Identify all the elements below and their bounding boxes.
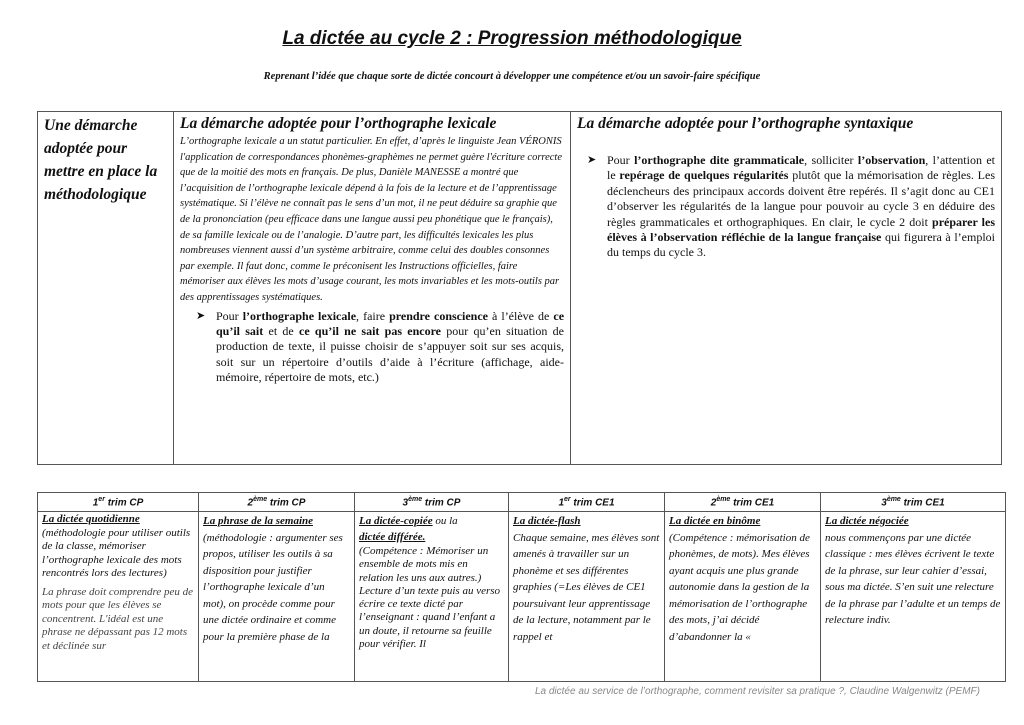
cell-title: La dictée-flash [513,515,581,527]
arrow-bullet-icon: ➤ [587,154,597,166]
progression-body-row [38,512,1006,682]
cell-body: nous commençons par une dictée classique : mes élèves écrivent le texte de la phrase, sur leur cahier d’essai, sous ma dictée. S’en suit une relecture de la phrase par l’adulte et un temps de relecture indiv. [825,531,1001,626]
col-header-cp3: 3ème trim CP [355,493,509,512]
cell-title: La dictée en binôme [669,515,761,527]
cell-body: (méthodologie : argumenter ses propos, utiliser les outils à sa disposition pour justifier l’orthographe lexicale d’un mot), on procède comme pour une dictée ordinaire et comme pour la première phase de la [203,531,343,643]
cell-ce1-1 [509,512,665,682]
syntax-heading: La démarche adoptée pour l’orthographe syntaxique [577,115,914,132]
arrow-bullet-icon: ➤ [196,309,206,322]
cell-title-extra: ou la [432,515,458,527]
progression-header-row [38,493,1006,512]
cell-ce1-3 [821,512,1006,682]
cell-body: Chaque semaine, mes élèves sont amenés à travailler sur un phonème et ses différentes graphies (=Les élèves de CE1 poursuivant leur apprentissage de la lecture, notamment par le rappel et [513,531,660,643]
cell-ce1-2 [665,512,821,682]
col-header-ce1-2: 2ème trim CE1 [665,493,821,512]
cell-body: (Compétence : Mémoriser un ensemble de mots mis en relation les uns aux autres.) Lecture d’un texte puis au verso écrire ce texte dicté par l’enseignant : quand l’enfant a un doute, il retourne sa feuille pour vérifier. Il [359,545,501,651]
col-header-cp1: 1er trim CP [38,493,199,512]
cell-body: (Compétence : mémorisation de phonèmes, de mots). Mes élèves ayant acquis une plus grande autonomie dans la gestion de la mémorisation de l’orthographe des mots, j’ai décidé d’abandonner la « [669,531,810,643]
method-heading: Une démarche adoptée pour mettre en place la méthodologique [44,117,158,203]
cell-title: La phrase de la semaine [203,515,313,527]
page-title: La dictée au cycle 2 : Progression méthodologique [282,28,742,49]
cell-title-2: dictée différée. [359,531,426,543]
lexical-bullet-text: Pour l’orthographe lexicale, faire prendre conscience à l’élève de ce qu’il sait et de ce qu’il ne sait pas encore pour qu’en situation de production de texte, il puisse choisir de s’appuyer soit sur ses acquis, soit sur un répertoire d’outils d’aide à l’écriture (affichage, aide-mémoire, répertoire de mots, etc.) [216,308,565,385]
lexical-paragraph: L’orthographe lexicale a un statut particulier. En effet, d’après le linguiste Jean VÉRONIS l'application de correspondances phonèmes-graphèmes ne permet guère l'écriture correcte que de la moitié des mots en français. De plus, Danièle MANESSE a montré que l’acquisition de l’orthographe lexicale dépend à la fois de la lecture et de l’apprentissage systématique. Si l’élève ne connaît pas le sens d’un mot, il ne peut déduire sa graphie que de la prononciation (peu efficace dans une langue aussi peu phonétique que le français), de sa famille lexicale ou de l’analogie. D’autre part, les difficultés lexicales les plus nombreuses viennent aussi d’un système arbitraire, comme celui des doubles consonnes par exemple. Il faut donc, comme le préconisent les Instructions officielles, faire mémoriser aux élèves les mots d’usage courant, les mots invariables et les mots-outils par des apprentissages systématiques. [180,136,562,303]
col-header-cp2: 2ème trim CP [199,493,355,512]
method-cell [38,112,174,465]
progression-table [37,492,1006,682]
lexical-cell [174,112,571,465]
footer-citation: La dictée au service de l’orthographe, comment revisiter sa pratique ?, Claudine Walgenwitz (PEMF) [534,686,980,697]
method-table [37,111,1002,465]
cell-title: La dictée quotidienne [42,513,140,525]
cell-body-note: La phrase doit comprendre peu de mots pour que les élèves se concentrent. L'idéal est une phrase ne dépassant pas 12 mots et déclinée sur [42,585,194,652]
syntax-cell [571,112,1002,465]
page-subtitle: Reprenant l’idée que chaque sorte de dictée concourt à développer une compétence et/ou un savoir-faire spécifique [263,71,761,82]
cell-cp1 [38,512,199,682]
lexical-bullet [196,309,564,386]
cell-cp2 [199,512,355,682]
cell-title: La dictée-copiée [359,515,433,527]
col-header-ce1-3: 3ème trim CE1 [821,493,1006,512]
syntax-bullet [587,153,995,261]
cell-body: (méthodologie pour utiliser outils de la classe, mémoriser l’orthographe lexicale des mots rencontrés lors des lectures) [42,526,191,579]
syntax-bullet-text: Pour l’orthographe dite grammaticale, solliciter l’observation, l’attention et le repérage de quelques régularités plutôt que la mémorisation de règles. Les déclencheurs des principaux accords doivent être repérés. Il s’agit donc au CE1 d’observer les régularités de la langue pour pouvoir au cycle 3 en déduire des règles grammaticales et orthographiques. En clair, le cycle 2 doit préparer les élèves à l’observation réfléchie de la langue française qui figurera à l’emploi du temps du cycle 3. [607,153,996,260]
col-header-ce1-1: 1er trim CE1 [509,493,665,512]
lexical-heading: La démarche adoptée pour l’orthographe lexicale [180,115,497,132]
cell-cp3 [355,512,509,682]
cell-title: La dictée négociée [825,515,909,527]
